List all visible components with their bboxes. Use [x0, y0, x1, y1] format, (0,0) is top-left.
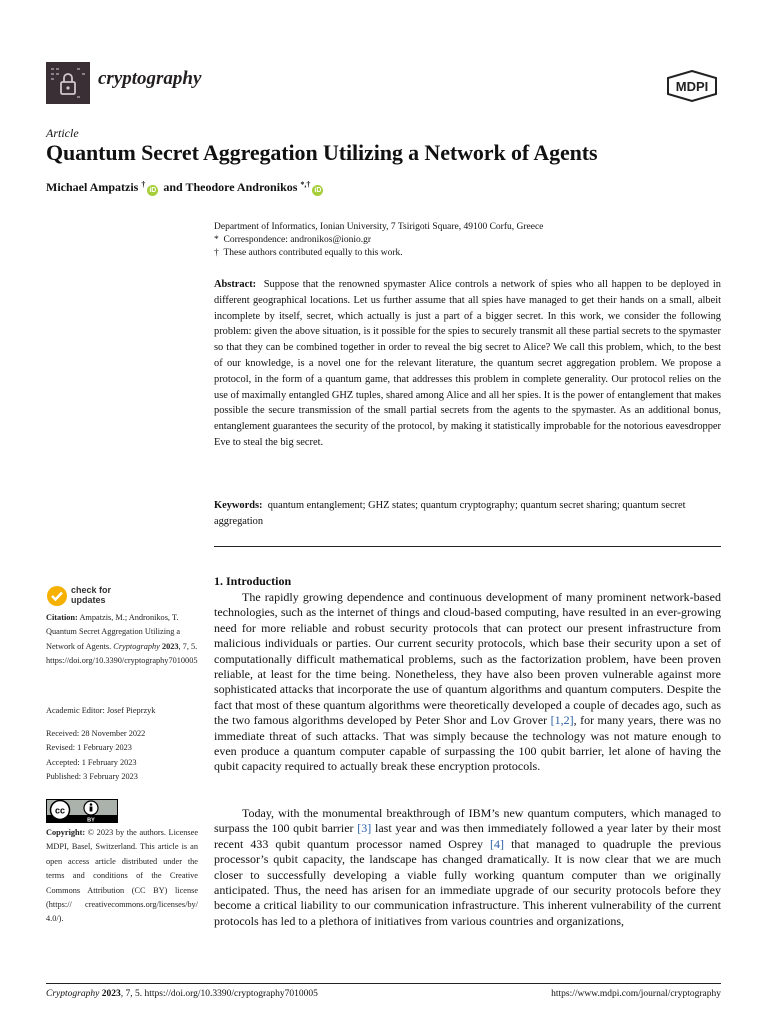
affiliation: Department of Informatics, Ionian University, 7 Tsirigoti Square, 49100 Corfu, Greece [214, 222, 544, 232]
abstract-label: Abstract: [214, 279, 257, 290]
keywords-text: quantum entanglement; GHZ states; quantum cryptography; quantum secret sharing; quantum secret aggregation [214, 500, 686, 527]
body-text: The rapidly growing dependence and continuous development of many prominent network-based technologies, such as the internet of things and cloud-based computing, have resulted in an ever-growing need for more reliable and robust security protocols that can protect our present infrastructure from malicious individuals or parties. Our current security protocols, which base their security upon a set of computationally difficult mathematical problems, such as the factorization problem, have been proven reliable, at least for the time being. Nonetheless, they have also been proven vulnerable against more sophisticated attacks that incorporate the use of quantum algorithms and quantum computers. Despite the fact that most of these quantum algorithms were theoretically developed a couple of decades ago, such as the two famous algorithms developed by Peter Shor and Lov Grover [214, 590, 721, 728]
keywords-label: Keywords: [214, 500, 263, 511]
check-for-updates[interactable] [71, 585, 111, 605]
citation-link[interactable]: [3] [357, 821, 372, 836]
body-text: that managed to quadruple the previous processor’s qubit capacity, the landscape has changed dramatically. It is now clear that we are much closer to successfully developing a viable fully working quantum computer than we originally anticipated. Thus, the need has arisen for an immediate upgrade of our security protocols before they become a critical liability to our communication infrastructure. This inherent vulnerability of the current protocols has led to a plethora of initiatives from various countries and organizations, [214, 836, 722, 928]
correspondence [214, 235, 371, 245]
author-name: Michael Ampatzis [46, 180, 139, 194]
divider [214, 546, 721, 547]
citation-text: Ampatzis, M.; Andronikos, T. Quantum Secret Aggregation Utilizing a Network of Agents. [46, 613, 181, 651]
abstract [214, 277, 721, 451]
equal-mark: † [214, 248, 219, 258]
body-text: Today, with the monumental breakthrough of IBM’s new quantum computers, which managed to surpass the 100 qubit barrier [214, 806, 721, 836]
equal-text: These authors contributed equally to this work. [223, 248, 403, 258]
author-name: Theodore Andronikos [185, 180, 298, 194]
copyright-text: © 2023 by the authors. Licensee MDPI, Basel, Switzerland. This article is an open access article distributed under the terms and conditions of the Creative Commons Attribution (CC BY) license (https:// creativecommons.org/licenses/by/ 4.0/). [46, 828, 199, 924]
correspondence-mark: * [214, 235, 219, 245]
accepted-date: Accepted: 1 February 2023 [46, 757, 137, 767]
svg-text:cc: cc [54, 805, 66, 816]
footer-citation [46, 989, 318, 999]
lock-icon [46, 62, 90, 104]
published-date: Published: 3 February 2023 [46, 772, 138, 782]
journal-name: cryptography [98, 68, 202, 89]
copyright-block [46, 826, 198, 927]
footer-journal-url[interactable]: https://www.mdpi.com/journal/cryptography [551, 989, 721, 999]
author-list [46, 180, 325, 196]
citation-year: 2023 [161, 641, 179, 651]
revised-date: Revised: 1 February 2023 [46, 743, 132, 753]
check-line2: updates [71, 595, 106, 605]
academic-editor: Academic Editor: Josef Pieprzyk [46, 706, 156, 715]
citation-link[interactable]: [1,2] [550, 713, 574, 728]
orcid-icon[interactable]: iD [314, 187, 322, 194]
footer-journal: Cryptography [46, 989, 100, 999]
mdpi-logo-text: MDPI [675, 79, 709, 94]
equal-contribution [214, 248, 403, 258]
correspondence-text: Correspondence: andronikos@ionio.gr [223, 235, 372, 245]
footer-divider [46, 983, 721, 984]
citation-block [46, 611, 198, 669]
citation-link[interactable]: [4] [490, 836, 505, 851]
svg-text:BY: BY [87, 817, 95, 823]
keywords [214, 498, 721, 530]
check-for-updates-icon[interactable] [46, 585, 68, 607]
citation-volume: , 7, 5. [178, 641, 198, 651]
mdpi-logo [665, 70, 719, 102]
author-mark: *,† [300, 180, 311, 189]
footer-doi[interactable]: , 7, 5. https://doi.org/10.3390/cryptography7010005 [120, 989, 318, 999]
author-join: and [163, 180, 183, 194]
paper-title: Quantum Secret Aggregation Utilizing a Network of Agents [46, 140, 598, 165]
body-paragraph [214, 590, 721, 775]
article-type: Article [46, 126, 79, 140]
cc-by-license-badge[interactable] [46, 799, 118, 823]
abstract-text: Suppose that the renowned spymaster Alice controls a network of spies who all happen to be deployed in different geographical locations. Let us further assume that all spies have managed to get their hands on a small, albeit incomplete by itself, secret, which actually is just a part of a bigger secret. In this work, we consider the following problem: given the above situation, is it possible for the spies to securely transmit all these partial secrets to the spymaster so that they can be combined together in order to reveal the big secret to Alice? We call this problem, which, to the best of our knowledge, is a novel one for the relevant literature, the quantum secret aggregation problem. We propose a protocol, in the form of a quantum game, that addresses this problem in complete generality. Our protocol relies on the use of maximally entangled GHZ tuples, shared among Alice and all her spies. It is the power of entanglement that makes possible the secure transmission of the small partial secrets from the agents to the spymaster. As an additional bonus, entanglement guarantees the security of the protocol, by making it statistically improbable for the notorious eavesdropper Eve to steal the big secret. [214, 279, 722, 448]
body-text: last year and was then immediately followed a year later by their most recent 433 qubit quantum processor named Osprey [214, 821, 722, 851]
body-text: , for many years, there was no immediate threat of such attacks. That was simply because the technology was not mature enough to even produce a quantum computer capable of surpassing the 100 qubit barrier, let alone of having the qubit capacity required to actually break these encryption protocols. [214, 713, 722, 774]
journal-logo [46, 62, 90, 104]
copyright-label: Copyright: [46, 828, 86, 837]
creative-commons-icon [46, 799, 118, 823]
orcid-icon[interactable]: iD [149, 187, 157, 194]
received-date: Received: 28 November 2022 [46, 729, 146, 738]
citation-journal: Cryptography [113, 641, 160, 651]
author-mark: † [141, 180, 146, 189]
dates-block [46, 727, 198, 785]
footer-year: 2023 [101, 989, 121, 999]
section-heading: 1. Introduction [214, 574, 292, 588]
body-paragraph [214, 806, 721, 929]
check-line1: check for [71, 585, 112, 595]
citation-doi-link[interactable]: https://doi.org/10.3390/cryptography7010005 [46, 656, 198, 666]
mdpi-icon [665, 70, 719, 102]
citation-label: Citation: [46, 613, 78, 622]
